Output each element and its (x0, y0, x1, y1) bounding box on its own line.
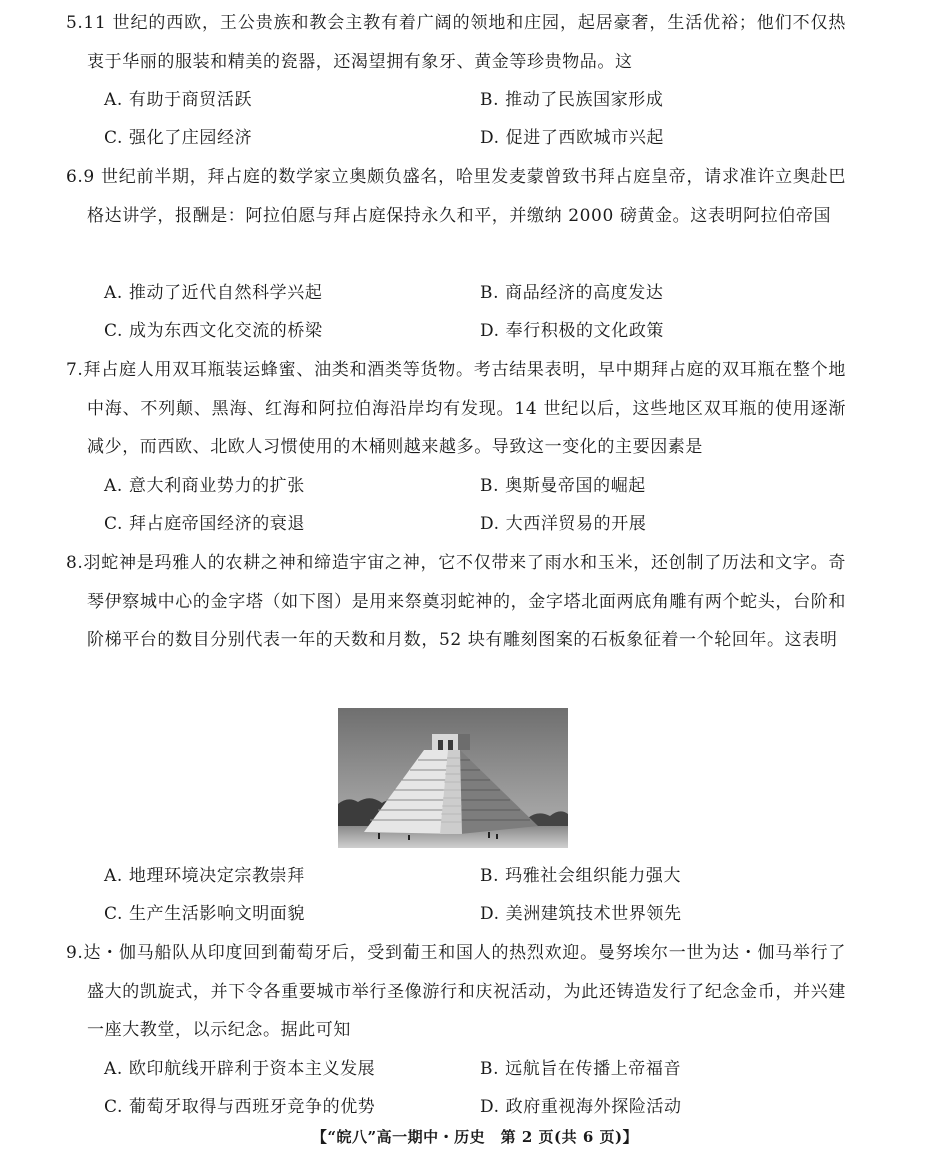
question-9 (66, 934, 846, 1050)
question-stem: 11 世纪的西欧，王公贵族和教会主教有着广阔的领地和庄园，起居豪奢，生活优裕；他们不仅热衷于华丽的服装和精美的瓷器，还渴望拥有象牙、黄金等珍贵物品。这 (83, 13, 846, 72)
options-row (104, 119, 864, 157)
question-number: 8. (66, 553, 84, 573)
question-6 (66, 158, 846, 235)
option-d[interactable]: D. 大西洋贸易的开展 (480, 514, 647, 534)
options-row (104, 857, 864, 895)
question-8 (66, 544, 846, 660)
options-row (104, 274, 864, 312)
question-5 (66, 4, 846, 81)
options-row (104, 81, 864, 119)
option-d[interactable]: D. 政府重视海外探险活动 (480, 1097, 682, 1117)
option-c[interactable]: C. 葡萄牙取得与西班牙竞争的优势 (104, 1097, 376, 1117)
question-7 (66, 351, 846, 467)
option-b[interactable]: B. 玛雅社会组织能力强大 (480, 866, 682, 886)
question-number: 5. (66, 13, 84, 33)
question-number: 9. (66, 943, 84, 963)
question-number: 7. (66, 360, 84, 380)
options-row (104, 1050, 864, 1088)
options-row (104, 505, 864, 543)
option-c[interactable]: C. 拜占庭帝国经济的衰退 (104, 514, 306, 534)
options-row (104, 1088, 864, 1126)
option-d[interactable]: D. 促进了西欧城市兴起 (480, 128, 665, 148)
option-d[interactable]: D. 美洲建筑技术世界领先 (480, 904, 682, 924)
pyramid-image (338, 708, 568, 848)
question-number: 6. (66, 167, 84, 187)
option-c[interactable]: C. 生产生活影响文明面貌 (104, 904, 306, 924)
options-row (104, 312, 864, 350)
option-c[interactable]: C. 强化了庄园经济 (104, 128, 253, 148)
option-a[interactable]: A. 推动了近代自然科学兴起 (104, 283, 323, 303)
pyramid-photo (338, 708, 568, 848)
option-a[interactable]: A. 有助于商贸活跃 (104, 90, 253, 110)
option-b[interactable]: B. 商品经济的高度发达 (480, 283, 664, 303)
option-b[interactable]: B. 远航旨在传播上帝福音 (480, 1059, 682, 1079)
option-d[interactable]: D. 奉行积极的文化政策 (480, 321, 665, 341)
question-stem: 9 世纪前半期，拜占庭的数学家立奥颇负盛名，哈里发麦蒙曾致书拜占庭皇帝，请求准许立奥赴巴格达讲学，报酬是：阿拉伯愿与拜占庭保持永久和平，并缴纳 2000 磅黄金。这表明阿拉伯帝国 (83, 167, 846, 226)
option-b[interactable]: B. 奥斯曼帝国的崛起 (480, 476, 646, 496)
options-row (104, 467, 864, 505)
page-footer: 【“皖八”高一期中・历史 第 2 页(共 6 页)】 (311, 1128, 639, 1146)
question-stem: 达・伽马船队从印度回到葡萄牙后，受到葡王和国人的热烈欢迎。曼努埃尔一世为达・伽马举行了盛大的凯旋式，并下令各重要城市举行圣像游行和庆祝活动，为此还铸造发行了纪念金币，并兴建一座大教堂，以示纪念。据此可知 (83, 943, 846, 1040)
question-stem: 羽蛇神是玛雅人的农耕之神和缔造宇宙之神，它不仅带来了雨水和玉米，还创制了历法和文字。奇琴伊察城中心的金字塔（如下图）是用来祭奠羽蛇神的，金字塔北面两底角雕有两个蛇头，台阶和阶梯平台的数目分别代表一年的天数和月数，52 块有雕刻图案的石板象征着一个轮回年。这表明 (83, 553, 846, 650)
option-a[interactable]: A. 地理环境决定宗教崇拜 (104, 866, 305, 886)
option-b[interactable]: B. 推动了民族国家形成 (480, 90, 664, 110)
question-stem: 拜占庭人用双耳瓶装运蜂蜜、油类和酒类等货物。考古结果表明，早中期拜占庭的双耳瓶在整个地中海、不列颠、黑海、红海和阿拉伯海沿岸均有发现。14 世纪以后，这些地区双耳瓶的使用逐渐减少，而西欧、北欧人习惯使用的木桶则越来越多。导致这一变化的主要因素是 (83, 360, 846, 457)
options-row (104, 895, 864, 933)
option-a[interactable]: A. 意大利商业势力的扩张 (104, 476, 305, 496)
option-a[interactable]: A. 欧印航线开辟利于资本主义发展 (104, 1059, 376, 1079)
option-c[interactable]: C. 成为东西文化交流的桥梁 (104, 321, 323, 341)
